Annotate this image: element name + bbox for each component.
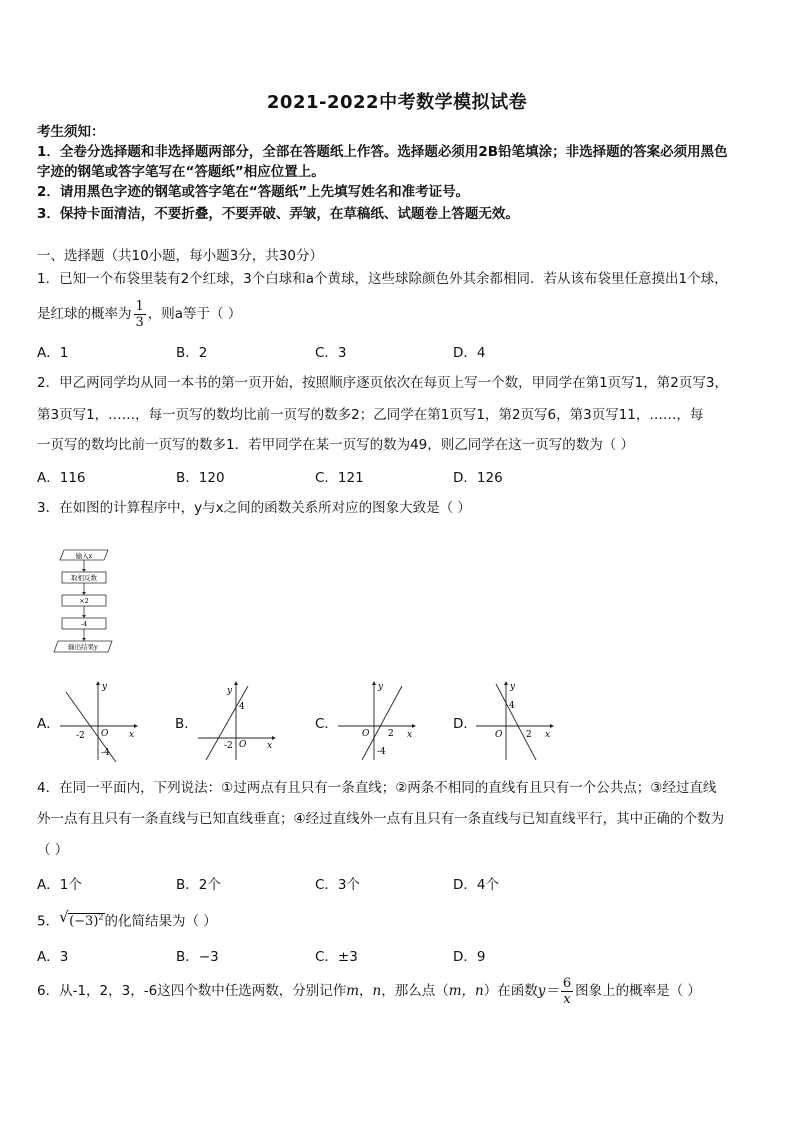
q6-text-mid: ，那么点（: [381, 983, 449, 999]
graph-c-x-label: x: [407, 730, 413, 740]
notice-heading: 考生须知：: [37, 124, 105, 140]
q4-option-b[interactable]: B．2个: [176, 877, 221, 893]
notice-line-4: 3．保持卡面清洁，不要折叠，不要弄破、弄皱，在草稿纸、试题卷上答题无效。: [37, 206, 519, 222]
q6-var-n: n: [372, 983, 382, 999]
q6-text-pre: 6．从-1，2，3，-6这四个数中任选两数，分别记作: [37, 983, 347, 999]
q1-option-b[interactable]: B．2: [176, 345, 208, 361]
q6-frac-num: 6: [562, 975, 572, 991]
q6-var-m: m: [346, 983, 360, 999]
q1-text-pre: 是红球的概率为: [37, 306, 132, 322]
q5-number: 5．: [37, 913, 60, 930]
page-title: 2021-2022中考数学模拟试卷: [266, 92, 528, 113]
q1-text-post: ，则a等于（ ）: [147, 306, 242, 322]
q3-flowchart: [50, 546, 120, 658]
graph-b-y-label: y: [227, 686, 233, 696]
q4-option-c[interactable]: C．3个: [315, 877, 361, 893]
graph-d-x-mark: 2: [526, 730, 532, 740]
graph-a-origin: O: [101, 729, 109, 739]
sqrt-symbol-icon: √: [59, 908, 69, 926]
q3-graph-a: [58, 680, 138, 764]
q6-point: m，n: [448, 983, 484, 999]
q6-sep: ，: [359, 983, 373, 999]
flow-minus-four: -4: [80, 620, 88, 628]
q5-option-d[interactable]: D．9: [453, 949, 486, 965]
notice-line-3: 2．请用黑色字迹的钢笔或答字笔在“答题纸”上先填写姓名和准考证号。: [37, 184, 470, 200]
q3-line1: 3．在如图的计算程序中，y与x之间的函数关系所对应的图象大致是（ ）: [37, 500, 471, 516]
q3-option-d[interactable]: D．: [453, 716, 477, 732]
q3-option-a[interactable]: A．: [37, 716, 60, 732]
q2-option-c[interactable]: C．121: [315, 470, 364, 486]
q5-text: 的化简结果为（ ）: [104, 913, 217, 930]
q4-line3: （ ）: [37, 842, 69, 858]
graph-d-y-mark: 4: [509, 701, 515, 711]
graph-a-x-mark: -2: [76, 731, 85, 741]
graph-b-x-mark: -2: [224, 741, 233, 751]
q6-text-mid2: ）在函数: [483, 983, 538, 999]
q5-exponent: 2: [98, 913, 104, 922]
q4-line1: 4．在同一平面内，下列说法：①过两点有且只有一条直线；②两条不相同的直线有且只有一个公共点；③经过直线: [37, 780, 717, 796]
q6-fraction: [561, 976, 573, 1007]
q2-option-d[interactable]: D．126: [453, 470, 503, 486]
q5-option-b[interactable]: B．−3: [176, 949, 219, 965]
flow-negate: 取相反数: [71, 574, 97, 582]
q1-frac-den: 3: [135, 314, 144, 330]
q5-option-a[interactable]: A．3: [37, 949, 69, 965]
graph-d-x-label: x: [545, 730, 551, 740]
graph-c-origin: O: [362, 729, 370, 739]
q1-line2: [37, 297, 241, 331]
notice-line-2: 字迹的钢笔或答字笔写在“答题纸”相应位置上。: [37, 164, 325, 180]
q2-line3: 一页写的数均比前一页写的数多1．若甲同学在某一页写的数为49，则乙同学在这一页写的数为（ ）: [37, 437, 635, 453]
q2-option-a[interactable]: A．116: [37, 470, 86, 486]
q4-option-d[interactable]: D．4个: [453, 877, 499, 893]
q6-y-equals: y＝: [537, 983, 559, 999]
q3-option-c[interactable]: C．: [315, 716, 338, 732]
q5-radical: [59, 905, 104, 935]
section-heading: 一、选择题（共10小题，每小题3分，共30分）: [37, 248, 323, 264]
q5-radicand-text: (−3): [69, 914, 99, 930]
q5-line: [37, 905, 217, 935]
q4-line2: 外一点有且只有一条直线与已知直线垂直；④经过直线外一点有且只有一条直线与已知直线平行，其中正确的个数为: [37, 811, 725, 827]
q1-option-d[interactable]: D．4: [453, 345, 486, 361]
graph-c-y-mark: -4: [377, 747, 386, 757]
graph-d-origin: O: [495, 730, 503, 740]
q4-option-a[interactable]: A．1个: [37, 877, 82, 893]
graph-a-y-label: y: [102, 682, 108, 692]
graph-d-y-label: y: [510, 682, 516, 692]
q1-fraction: [134, 299, 146, 330]
graph-a-y-mark: -4: [101, 748, 110, 758]
q3-graph-b: [196, 680, 276, 764]
q2-option-b[interactable]: B．120: [176, 470, 225, 486]
q5-radicand: [68, 913, 104, 929]
graph-c-y-label: y: [378, 682, 384, 692]
graph-a-x-label: x: [129, 730, 135, 740]
graph-b-x-label: x: [267, 741, 273, 751]
q1-line1: 1．已知一个布袋里装有2个红球，3个白球和a个黄球，这些球除颜色外其余都相同．若从该布袋里任意摸出1个球，: [37, 271, 728, 287]
q3-option-b[interactable]: B．: [175, 716, 198, 732]
q3-graph-d: [474, 680, 554, 764]
flow-output: 输出结果y: [68, 643, 98, 651]
graph-b-origin: O: [239, 740, 247, 750]
graph-b-y-mark: 4: [239, 702, 245, 712]
graph-c-x-mark: 2: [388, 729, 394, 739]
q1-frac-num: 1: [135, 298, 144, 314]
q6-text-post: 图象上的概率是（ ）: [575, 983, 701, 999]
q2-line2: 第3页写1，……，每一页写的数均比前一页写的数多2；乙同学在第1页写1，第2页写6，第3页写11，……，每: [37, 407, 704, 423]
q1-option-a[interactable]: A．1: [37, 345, 69, 361]
q6-line: [37, 974, 701, 1008]
q5-option-c[interactable]: C．±3: [315, 949, 358, 965]
q1-option-c[interactable]: C．3: [315, 345, 347, 361]
notice-line-1: 1．全卷分选择题和非选择题两部分，全部在答题纸上作答。选择题必须用2B铅笔填涂；非选择题的答案必须用黑色: [37, 144, 728, 160]
q2-line1: 2．甲乙两同学均从同一本书的第一页开始，按照顺序逐页依次在每页上写一个数，甲同学在第1页写1，第2页写3，: [37, 375, 728, 391]
flow-input: 输入x: [75, 552, 93, 560]
flow-times-two: ×2: [79, 597, 89, 605]
q6-frac-den: x: [563, 991, 571, 1007]
q3-graph-c: [336, 680, 416, 764]
